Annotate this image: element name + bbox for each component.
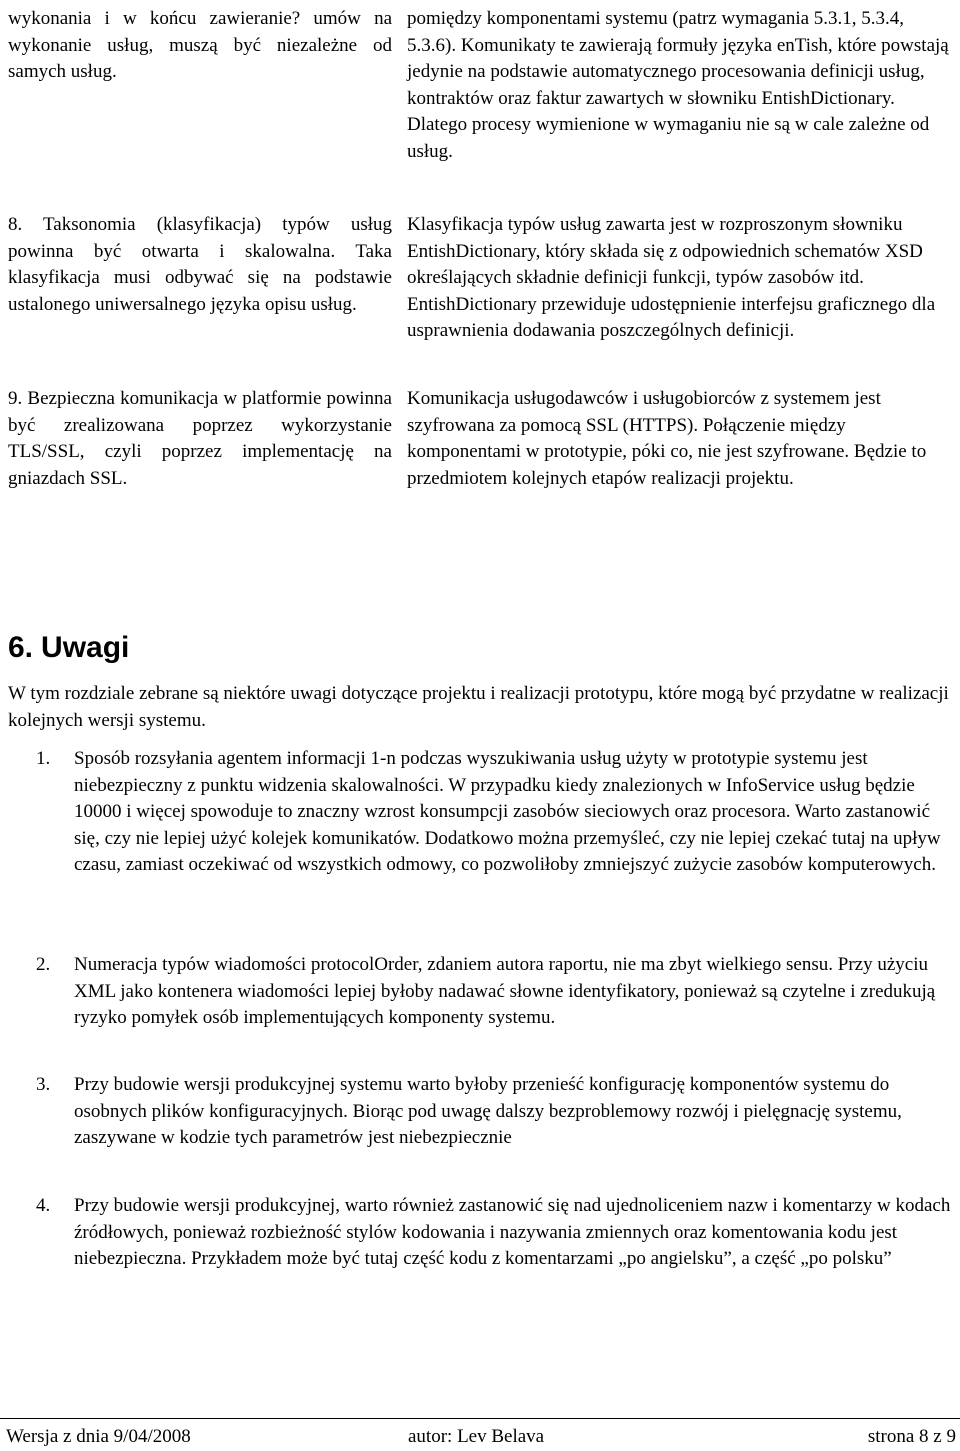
list-item-text: Numeracja typów wiadomości protocolOrder, zdaniem autora raportu, nie ma zbyt wielkiego sensu. Przy użyciu XML jako kontenera wiadomości lepiej byłoby nadawać słowne identyfikatory, ponieważ są czytelne i zredukują ryzyko pomyłek osób implementujących komponenty systemu.	[74, 954, 936, 1028]
implementation-cell: Klasyfikacja typów usług zawarta jest w rozproszonym słowniku EntishDictionary, który składa się z odpowiednich schematów XSD określających składnie definicji funkcji, typów zasobów itd. EntishDictionary przewiduje udostępnienie interfejsu graficznego dla usprawnienia dodawania poszczególnych definicji.	[407, 214, 936, 341]
implementation-cell: Komunikacja usługodawców i usługobiorców z systemem jest szyfrowana za pomocą SSL (HTTPS). Połączenie między komponentami w prototypie, póki co, nie jest szyfrowane. Będzie to przedmiotem kolejnych etapów realizacji projektu.	[407, 388, 927, 489]
list-item-text: Przy budowie wersji produkcyjnej, warto również zastanowić się nad ujednoliceniem nazw i komentarzy w kodach źródłowych, ponieważ rozbieżność stylów kodowania i nazywania zmiennych oraz komentowania kodu jest niebezpieczna. Przykładem może być tutaj część kodu z komentarzami „po angielsku”, a część „po polsku”	[74, 1195, 951, 1269]
list-item-number: 1.	[36, 748, 51, 769]
requirement-cell: wykonania i w końcu zawieranie? umów na wykonanie usług, muszą być niezależne od samych usług.	[8, 8, 392, 82]
page-footer	[0, 1418, 960, 1449]
section-intro: W tym rozdziale zebrane są niektóre uwagi dotyczące projektu i realizacji prototypu, które mogą być przydatne w realizacji kolejnych wersji systemu.	[8, 683, 949, 731]
footer-page-number: strona 8 z 9	[867, 1426, 956, 1447]
footer-version: Wersja z dnia 9/04/2008	[6, 1426, 191, 1447]
requirement-cell: 9. Bezpieczna komunikacja w platformie powinna być zrealizowana poprzez wykorzystanie TLS/SSL, czyli poprzez implementację na gniazdach SSL.	[8, 388, 392, 489]
list-item-text: Sposób rozsyłania agentem informacji 1-n podczas wyszukiwania usług użyty w prototypie systemu jest niebezpieczny z punktu widzenia skalowalności. W przypadku kiedy znalezionych w InfoService usług będzie 10000 i więcej spowoduje to znaczny wzrost konsumpcji zasobów sieciowych oraz procesora. Warto zastanowić się, czy nie lepiej użyć kolejek komunikatów. Dodatkowo można przemyśleć, czy nie lepiej czekać tutaj na upływ czasu, zamiast oczekiwać od wszystkich odmowy, co pozwoliłoby zmniejszyć zużycie zasobów komputerowych.	[74, 748, 941, 875]
footer-author: autor: Lev Belava	[408, 1426, 545, 1447]
list-item-text: Przy budowie wersji produkcyjnej systemu warto byłoby przenieść konfigurację komponentów systemu do osobnych plików konfiguracyjnych. Biorąc pod uwagę dalszy bezproblemowy rozwój i pielęgnację systemu, zaszywane w kodzie tych parametrów jest niebezpiecznie	[74, 1074, 902, 1148]
requirement-cell: 8. Taksonomia (klasyfikacja) typów usług powinna być otwarta i skalowalna. Taka klasyfikacja musi odbywać się na podstawie ustalonego uniwersalnego języka opisu usług.	[8, 214, 392, 315]
list-item-number: 3.	[36, 1074, 51, 1095]
list-item-number: 2.	[36, 954, 51, 975]
implementation-cell: pomiędzy komponentami systemu (patrz wymagania 5.3.1, 5.3.4, 5.3.6). Komunikaty te zawierają formuły języka enTish, które powstają jedynie na podstawie automatycznego procesowania definicji usług, kontraktów oraz faktur zawartych w słowniku EntishDictionary. Dlatego procesy wymienione w wymaganiu nie są w cale zależne od usług.	[407, 8, 949, 162]
section-number: 6.	[8, 631, 34, 664]
section-title: Uwagi	[41, 631, 130, 664]
section-heading	[8, 628, 129, 668]
list-item-number: 4.	[36, 1195, 51, 1216]
